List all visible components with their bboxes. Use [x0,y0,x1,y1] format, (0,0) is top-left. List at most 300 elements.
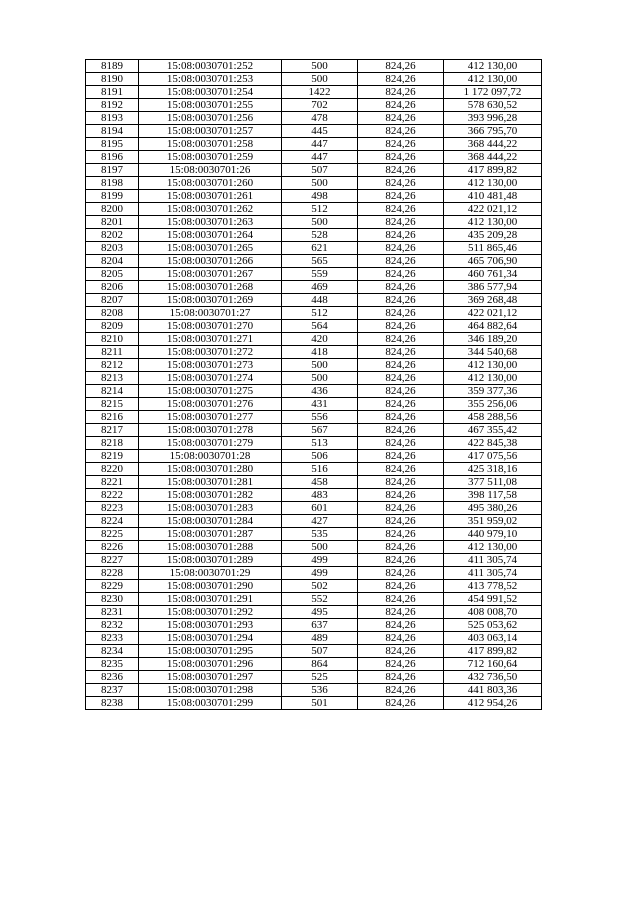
area-cell: 431 [282,398,358,411]
cadastral-value-cell: 422 021,12 [444,203,542,216]
area-cell: 556 [282,411,358,424]
row-number-cell: 8198 [86,177,139,190]
specific-value-cell: 824,26 [358,281,444,294]
specific-value-cell: 824,26 [358,216,444,229]
cadastral-number-cell: 15:08:0030701:254 [139,86,282,99]
table-row [86,541,542,554]
table-row [86,463,542,476]
cadastral-number-cell: 15:08:0030701:263 [139,216,282,229]
cadastral-number-cell: 15:08:0030701:266 [139,255,282,268]
row-number-cell: 8201 [86,216,139,229]
row-number-cell: 8189 [86,60,139,73]
cadastral-number-cell: 15:08:0030701:277 [139,411,282,424]
table-row [86,645,542,658]
cadastral-number-cell: 15:08:0030701:291 [139,593,282,606]
area-cell: 516 [282,463,358,476]
table-row [86,515,542,528]
specific-value-cell: 824,26 [358,346,444,359]
cadastral-value-cell: 578 630,52 [444,99,542,112]
table-row [86,294,542,307]
cadastral-number-cell: 15:08:0030701:289 [139,554,282,567]
table-row [86,73,542,86]
cadastral-value-cell: 398 117,58 [444,489,542,502]
area-cell: 447 [282,151,358,164]
row-number-cell: 8228 [86,567,139,580]
cadastral-number-cell: 15:08:0030701:287 [139,528,282,541]
cadastral-number-cell: 15:08:0030701:260 [139,177,282,190]
table-row [86,242,542,255]
area-cell: 525 [282,671,358,684]
cadastral-value-cell: 368 444,22 [444,138,542,151]
row-number-cell: 8229 [86,580,139,593]
area-cell: 420 [282,333,358,346]
cadastral-number-cell: 15:08:0030701:259 [139,151,282,164]
specific-value-cell: 824,26 [358,86,444,99]
cadastral-number-cell: 15:08:0030701:293 [139,619,282,632]
table-row [86,554,542,567]
row-number-cell: 8205 [86,268,139,281]
cadastral-value-cell: 441 803,36 [444,684,542,697]
area-cell: 513 [282,437,358,450]
area-cell: 469 [282,281,358,294]
specific-value-cell: 824,26 [358,645,444,658]
table-row [86,112,542,125]
table-row [86,476,542,489]
cadastral-number-cell: 15:08:0030701:295 [139,645,282,658]
specific-value-cell: 824,26 [358,333,444,346]
cadastral-number-cell: 15:08:0030701:253 [139,73,282,86]
table-row [86,164,542,177]
table-row [86,632,542,645]
cadastral-number-cell: 15:08:0030701:278 [139,424,282,437]
area-cell: 565 [282,255,358,268]
cadastral-number-cell: 15:08:0030701:273 [139,359,282,372]
cadastral-value-cell: 412 130,00 [444,177,542,190]
table-row [86,255,542,268]
area-cell: 502 [282,580,358,593]
cadastral-number-cell: 15:08:0030701:274 [139,372,282,385]
row-number-cell: 8225 [86,528,139,541]
row-number-cell: 8212 [86,359,139,372]
area-cell: 478 [282,112,358,125]
specific-value-cell: 824,26 [358,554,444,567]
area-cell: 500 [282,359,358,372]
specific-value-cell: 824,26 [358,385,444,398]
area-cell: 498 [282,190,358,203]
cadastral-number-cell: 15:08:0030701:288 [139,541,282,554]
specific-value-cell: 824,26 [358,593,444,606]
specific-value-cell: 824,26 [358,658,444,671]
area-cell: 500 [282,372,358,385]
specific-value-cell: 824,26 [358,541,444,554]
row-number-cell: 8196 [86,151,139,164]
cadastral-number-cell: 15:08:0030701:294 [139,632,282,645]
table-body [86,60,542,710]
specific-value-cell: 824,26 [358,164,444,177]
area-cell: 702 [282,99,358,112]
cadastral-value-cell: 412 130,00 [444,359,542,372]
cadastral-number-cell: 15:08:0030701:283 [139,502,282,515]
table-row [86,190,542,203]
cadastral-value-cell: 465 706,90 [444,255,542,268]
area-cell: 637 [282,619,358,632]
cadastral-number-cell: 15:08:0030701:281 [139,476,282,489]
row-number-cell: 8232 [86,619,139,632]
table-row [86,528,542,541]
cadastral-number-cell: 15:08:0030701:268 [139,281,282,294]
specific-value-cell: 824,26 [358,255,444,268]
row-number-cell: 8231 [86,606,139,619]
table-row [86,203,542,216]
row-number-cell: 8221 [86,476,139,489]
table-row [86,320,542,333]
specific-value-cell: 824,26 [358,268,444,281]
area-cell: 528 [282,229,358,242]
row-number-cell: 8224 [86,515,139,528]
table-row [86,567,542,580]
row-number-cell: 8214 [86,385,139,398]
row-number-cell: 8203 [86,242,139,255]
cadastral-value-cell: 411 305,74 [444,554,542,567]
row-number-cell: 8194 [86,125,139,138]
specific-value-cell: 824,26 [358,463,444,476]
specific-value-cell: 824,26 [358,411,444,424]
table-row [86,502,542,515]
row-number-cell: 8197 [86,164,139,177]
table-row [86,489,542,502]
cadastral-value-cell: 412 130,00 [444,73,542,86]
specific-value-cell: 824,26 [358,112,444,125]
area-cell: 564 [282,320,358,333]
specific-value-cell: 824,26 [358,424,444,437]
specific-value-cell: 824,26 [358,294,444,307]
area-cell: 495 [282,606,358,619]
cadastral-value-cell: 440 979,10 [444,528,542,541]
row-number-cell: 8207 [86,294,139,307]
area-cell: 427 [282,515,358,528]
table-row [86,606,542,619]
cadastral-value-cell: 377 511,08 [444,476,542,489]
table-row [86,593,542,606]
row-number-cell: 8233 [86,632,139,645]
area-cell: 552 [282,593,358,606]
cadastral-number-cell: 15:08:0030701:258 [139,138,282,151]
table-row [86,229,542,242]
area-cell: 567 [282,424,358,437]
area-cell: 500 [282,60,358,73]
cadastral-value-cell: 412 130,00 [444,216,542,229]
area-cell: 500 [282,216,358,229]
cadastral-value-cell: 432 736,50 [444,671,542,684]
specific-value-cell: 824,26 [358,671,444,684]
row-number-cell: 8219 [86,450,139,463]
table-row [86,99,542,112]
table-row [86,684,542,697]
row-number-cell: 8238 [86,697,139,710]
cadastral-value-cell: 417 899,82 [444,164,542,177]
area-cell: 1422 [282,86,358,99]
row-number-cell: 8195 [86,138,139,151]
table-row [86,307,542,320]
specific-value-cell: 824,26 [358,73,444,86]
table-row [86,281,542,294]
cadastral-number-cell: 15:08:0030701:265 [139,242,282,255]
cadastral-number-cell: 15:08:0030701:264 [139,229,282,242]
cadastral-value-cell: 1 172 097,72 [444,86,542,99]
specific-value-cell: 824,26 [358,398,444,411]
specific-value-cell: 824,26 [358,99,444,112]
row-number-cell: 8236 [86,671,139,684]
table-row [86,359,542,372]
cadastral-value-cell: 346 189,20 [444,333,542,346]
cadastral-value-cell: 408 008,70 [444,606,542,619]
table-row [86,450,542,463]
cadastral-value-cell: 369 268,48 [444,294,542,307]
table-row [86,385,542,398]
cadastral-value-cell: 386 577,94 [444,281,542,294]
cadastral-number-cell: 15:08:0030701:292 [139,606,282,619]
row-number-cell: 8218 [86,437,139,450]
specific-value-cell: 824,26 [358,60,444,73]
row-number-cell: 8230 [86,593,139,606]
cadastral-number-cell: 15:08:0030701:26 [139,164,282,177]
cadastral-value-cell: 411 305,74 [444,567,542,580]
specific-value-cell: 824,26 [358,450,444,463]
area-cell: 483 [282,489,358,502]
cadastral-value-cell: 359 377,36 [444,385,542,398]
table-row [86,333,542,346]
cadastral-number-cell: 15:08:0030701:261 [139,190,282,203]
row-number-cell: 8190 [86,73,139,86]
row-number-cell: 8235 [86,658,139,671]
specific-value-cell: 824,26 [358,580,444,593]
table-row [86,619,542,632]
cadastral-number-cell: 15:08:0030701:269 [139,294,282,307]
row-number-cell: 8200 [86,203,139,216]
area-cell: 499 [282,567,358,580]
cadastral-number-cell: 15:08:0030701:282 [139,489,282,502]
specific-value-cell: 824,26 [358,606,444,619]
specific-value-cell: 824,26 [358,437,444,450]
row-number-cell: 8227 [86,554,139,567]
specific-value-cell: 824,26 [358,515,444,528]
specific-value-cell: 824,26 [358,359,444,372]
area-cell: 458 [282,476,358,489]
row-number-cell: 8222 [86,489,139,502]
area-cell: 601 [282,502,358,515]
cadastral-number-cell: 15:08:0030701:275 [139,385,282,398]
row-number-cell: 8204 [86,255,139,268]
area-cell: 418 [282,346,358,359]
row-number-cell: 8211 [86,346,139,359]
area-cell: 512 [282,203,358,216]
cadastral-value-cell: 495 380,26 [444,502,542,515]
cadastral-number-cell: 15:08:0030701:280 [139,463,282,476]
specific-value-cell: 824,26 [358,307,444,320]
row-number-cell: 8237 [86,684,139,697]
cadastral-number-cell: 15:08:0030701:284 [139,515,282,528]
cadastral-value-table [85,59,542,710]
cadastral-number-cell: 15:08:0030701:28 [139,450,282,463]
table-row [86,697,542,710]
cadastral-number-cell: 15:08:0030701:270 [139,320,282,333]
area-cell: 436 [282,385,358,398]
specific-value-cell: 824,26 [358,502,444,515]
area-cell: 559 [282,268,358,281]
cadastral-number-cell: 15:08:0030701:29 [139,567,282,580]
specific-value-cell: 824,26 [358,489,444,502]
specific-value-cell: 824,26 [358,476,444,489]
area-cell: 507 [282,645,358,658]
specific-value-cell: 824,26 [358,320,444,333]
row-number-cell: 8216 [86,411,139,424]
table-row [86,346,542,359]
cadastral-value-cell: 425 318,16 [444,463,542,476]
row-number-cell: 8234 [86,645,139,658]
row-number-cell: 8215 [86,398,139,411]
cadastral-value-cell: 403 063,14 [444,632,542,645]
specific-value-cell: 824,26 [358,190,444,203]
table-row [86,398,542,411]
cadastral-value-cell: 467 355,42 [444,424,542,437]
specific-value-cell: 824,26 [358,177,444,190]
specific-value-cell: 824,26 [358,151,444,164]
cadastral-number-cell: 15:08:0030701:256 [139,112,282,125]
cadastral-number-cell: 15:08:0030701:272 [139,346,282,359]
cadastral-value-cell: 435 209,28 [444,229,542,242]
row-number-cell: 8191 [86,86,139,99]
specific-value-cell: 824,26 [358,619,444,632]
cadastral-value-cell: 458 288,56 [444,411,542,424]
specific-value-cell: 824,26 [358,697,444,710]
area-cell: 621 [282,242,358,255]
row-number-cell: 8199 [86,190,139,203]
cadastral-value-cell: 525 053,62 [444,619,542,632]
cadastral-number-cell: 15:08:0030701:297 [139,671,282,684]
cadastral-number-cell: 15:08:0030701:298 [139,684,282,697]
table-row [86,151,542,164]
cadastral-value-cell: 454 991,52 [444,593,542,606]
specific-value-cell: 824,26 [358,528,444,541]
cadastral-value-cell: 460 761,34 [444,268,542,281]
cadastral-value-cell: 412 130,00 [444,541,542,554]
cadastral-value-cell: 344 540,68 [444,346,542,359]
area-cell: 500 [282,541,358,554]
table-row [86,268,542,281]
table-row [86,437,542,450]
specific-value-cell: 824,26 [358,567,444,580]
table-row [86,424,542,437]
cadastral-value-cell: 412 954,26 [444,697,542,710]
cadastral-number-cell: 15:08:0030701:267 [139,268,282,281]
table-row [86,658,542,671]
cadastral-number-cell: 15:08:0030701:279 [139,437,282,450]
cadastral-value-cell: 368 444,22 [444,151,542,164]
area-cell: 507 [282,164,358,177]
row-number-cell: 8223 [86,502,139,515]
table-row [86,671,542,684]
table-row [86,411,542,424]
area-cell: 536 [282,684,358,697]
cadastral-value-cell: 511 865,46 [444,242,542,255]
area-cell: 506 [282,450,358,463]
row-number-cell: 8208 [86,307,139,320]
area-cell: 447 [282,138,358,151]
specific-value-cell: 824,26 [358,242,444,255]
cadastral-value-cell: 417 075,56 [444,450,542,463]
cadastral-number-cell: 15:08:0030701:276 [139,398,282,411]
cadastral-value-cell: 422 021,12 [444,307,542,320]
specific-value-cell: 824,26 [358,684,444,697]
table-row [86,138,542,151]
table-row [86,60,542,73]
row-number-cell: 8226 [86,541,139,554]
row-number-cell: 8206 [86,281,139,294]
area-cell: 535 [282,528,358,541]
table-row [86,372,542,385]
cadastral-value-cell: 413 778,52 [444,580,542,593]
area-cell: 512 [282,307,358,320]
cadastral-number-cell: 15:08:0030701:252 [139,60,282,73]
area-cell: 499 [282,554,358,567]
row-number-cell: 8193 [86,112,139,125]
cadastral-value-cell: 410 481,48 [444,190,542,203]
row-number-cell: 8213 [86,372,139,385]
specific-value-cell: 824,26 [358,229,444,242]
row-number-cell: 8209 [86,320,139,333]
cadastral-value-cell: 422 845,38 [444,437,542,450]
cadastral-value-cell: 351 959,02 [444,515,542,528]
cadastral-number-cell: 15:08:0030701:257 [139,125,282,138]
row-number-cell: 8192 [86,99,139,112]
cadastral-value-cell: 712 160,64 [444,658,542,671]
area-cell: 445 [282,125,358,138]
cadastral-number-cell: 15:08:0030701:27 [139,307,282,320]
area-cell: 489 [282,632,358,645]
specific-value-cell: 824,26 [358,632,444,645]
cadastral-number-cell: 15:08:0030701:290 [139,580,282,593]
area-cell: 500 [282,73,358,86]
cadastral-number-cell: 15:08:0030701:296 [139,658,282,671]
row-number-cell: 8210 [86,333,139,346]
specific-value-cell: 824,26 [358,138,444,151]
table-row [86,580,542,593]
area-cell: 864 [282,658,358,671]
area-cell: 500 [282,177,358,190]
cadastral-value-cell: 355 256,06 [444,398,542,411]
cadastral-number-cell: 15:08:0030701:299 [139,697,282,710]
table-row [86,86,542,99]
cadastral-value-cell: 412 130,00 [444,372,542,385]
specific-value-cell: 824,26 [358,203,444,216]
specific-value-cell: 824,26 [358,372,444,385]
cadastral-value-cell: 417 899,82 [444,645,542,658]
area-cell: 501 [282,697,358,710]
table-row [86,216,542,229]
table-row [86,177,542,190]
row-number-cell: 8202 [86,229,139,242]
cadastral-value-cell: 393 996,28 [444,112,542,125]
area-cell: 448 [282,294,358,307]
row-number-cell: 8217 [86,424,139,437]
table-row [86,125,542,138]
cadastral-value-cell: 412 130,00 [444,60,542,73]
specific-value-cell: 824,26 [358,125,444,138]
cadastral-number-cell: 15:08:0030701:271 [139,333,282,346]
row-number-cell: 8220 [86,463,139,476]
cadastral-value-cell: 464 882,64 [444,320,542,333]
cadastral-value-cell: 366 795,70 [444,125,542,138]
